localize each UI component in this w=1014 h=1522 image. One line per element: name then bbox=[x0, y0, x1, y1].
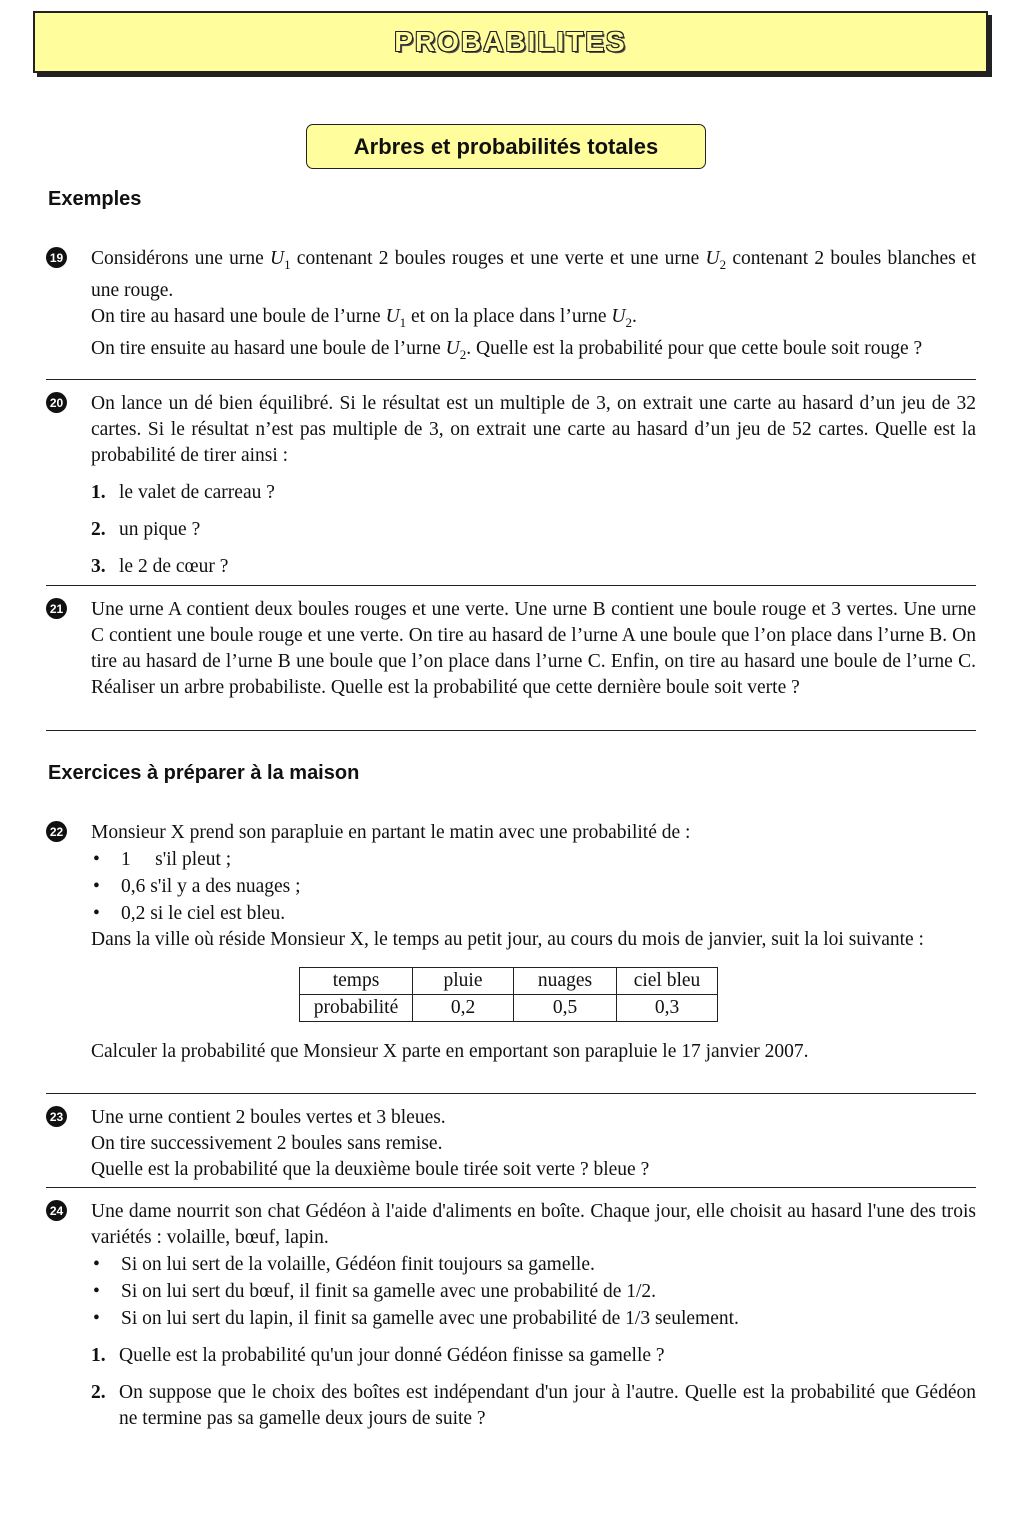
exercise-24 bbox=[46, 1199, 976, 1432]
bullet-item: • 0,6 s'il y a des nuages ; bbox=[93, 876, 301, 897]
question-item: 1. le valet de carreau ? bbox=[91, 482, 275, 503]
exercise-text: On tire au hasard une boule de l’urne $U_1$ et on la place dans l’urne $U_2$. bbox=[91, 305, 637, 330]
exercise-23 bbox=[46, 1105, 976, 1183]
exercise-22 bbox=[46, 820, 976, 1065]
divider bbox=[46, 730, 976, 731]
exercise-text: Monsieur X prend son parapluie en partant le matin avec une probabilité de : bbox=[91, 822, 691, 843]
divider bbox=[46, 1093, 976, 1094]
bullet-item: • 1 s'il pleut ; bbox=[93, 849, 232, 870]
exercise-20 bbox=[46, 391, 976, 580]
bullet-item: • Si on lui sert du lapin, il finit sa gamelle avec une probabilité de 1/3 seulement. bbox=[93, 1308, 739, 1329]
title-banner bbox=[33, 11, 988, 73]
exercise-number: 20 bbox=[46, 392, 67, 413]
table-header-row: temps pluie nuages ciel bleu bbox=[300, 968, 718, 995]
exercise-text: Quelle est la probabilité que la deuxième boule tirée soit verte ? bleue ? bbox=[91, 1159, 650, 1180]
examples-heading: Exemples bbox=[48, 188, 142, 210]
exercise-number: 23 bbox=[46, 1106, 67, 1127]
exercise-text: On lance un dé bien équilibré. Si le résultat est un multiple de 3, on extrait une carte au hasard d’un jeu de 32 cartes. Si le résultat n’est pas multiple de 3, on extrait une carte au hasard d’un jeu de 52 cartes. Quelle est la probabilité de tirer ainsi : bbox=[91, 393, 976, 466]
table-row: probabilité 0,2 0,5 0,3 bbox=[300, 995, 718, 1022]
bullet-item: • Si on lui sert du bœuf, il finit sa gamelle avec une probabilité de 1/2. bbox=[93, 1281, 657, 1302]
exercise-text: Une urne A contient deux boules rouges et une verte. Une urne B contient une boule rouge et 3 vertes. Une urne C contient une boule rouge et une verte. On tire au hasard de l’urne A une boule que l’on place dans l’urne B. On tire au hasard de l’urne B une boule que l’on place dans l’urne C. Enfin, on tire au hasard une boule de l’urne C. Réaliser un arbre probabiliste. Quelle est la probabilité que cette dernière boule soit verte ? bbox=[91, 599, 976, 698]
exercise-19 bbox=[46, 246, 976, 368]
question-item: 2. un pique ? bbox=[91, 519, 201, 540]
exercise-text: Une dame nourrit son chat Gédéon à l'aide d'aliments en boîte. Chaque jour, elle choisit au hasard l'une des trois variétés : volaille, bœuf, lapin. bbox=[91, 1201, 976, 1248]
exercise-text: Calculer la probabilité que Monsieur X parte en emportant son parapluie le 17 janvier 2007. bbox=[91, 1041, 809, 1062]
subtitle-box bbox=[306, 124, 706, 169]
page-title: PROBABILITES bbox=[394, 26, 627, 57]
exercise-text: Dans la ville où réside Monsieur X, le temps au petit jour, au cours du mois de janvier, suit la loi suivante : bbox=[91, 929, 924, 950]
question-item: 3. le 2 de cœur ? bbox=[91, 556, 229, 577]
question-item: 2. On suppose que le choix des boîtes est indépendant d'un jour à l'autre. Quelle est la probabilité que Gédéon ne termine pas sa gamelle deux jours de suite ? bbox=[91, 1382, 976, 1429]
exercise-number: 21 bbox=[46, 598, 67, 619]
question-item: 1. Quelle est la probabilité qu'un jour donné Gédéon finisse sa gamelle ? bbox=[91, 1345, 665, 1366]
exercise-number: 19 bbox=[46, 247, 67, 268]
exercise-21 bbox=[46, 597, 976, 701]
bullet-item: • 0,2 si le ciel est bleu. bbox=[93, 903, 286, 924]
exercise-text: On tire successivement 2 boules sans remise. bbox=[91, 1133, 443, 1154]
exercise-number: 24 bbox=[46, 1200, 67, 1221]
divider bbox=[46, 379, 976, 380]
exercise-text: Une urne contient 2 boules vertes et 3 bleues. bbox=[91, 1107, 446, 1128]
exercise-text: On tire ensuite au hasard une boule de l’urne $U_2$. Quelle est la probabilité pour que cette boule soit rouge ? bbox=[91, 337, 923, 362]
divider bbox=[46, 585, 976, 586]
exercise-text: Considérons une urne $U_1$ contenant 2 boules rouges et une verte et une urne $U_2$ contenant 2 boules blanches et une rouge. bbox=[91, 248, 976, 301]
page-subtitle: Arbres et probabilités totales bbox=[353, 133, 659, 159]
exercise-number: 22 bbox=[46, 821, 67, 842]
divider bbox=[46, 1187, 976, 1188]
homework-heading: Exercices à préparer à la maison bbox=[48, 762, 360, 784]
bullet-item: • Si on lui sert de la volaille, Gédéon finit toujours sa gamelle. bbox=[93, 1254, 595, 1275]
weather-table bbox=[299, 967, 718, 1022]
